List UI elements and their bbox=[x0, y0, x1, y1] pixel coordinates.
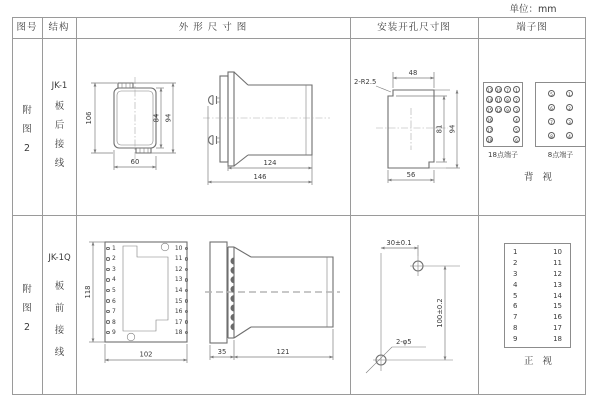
svg-text:48: 48 bbox=[408, 69, 418, 77]
terminal-number: 11 bbox=[496, 98, 502, 103]
svg-text:2-R2.5: 2-R2.5 bbox=[354, 78, 377, 86]
terminal-dot-icon bbox=[185, 289, 189, 293]
terminal-entry: 7 bbox=[106, 306, 116, 317]
svg-text:35: 35 bbox=[217, 348, 227, 356]
svg-text:146: 146 bbox=[253, 173, 267, 181]
terminal-list-right bbox=[553, 248, 562, 343]
svg-text:121: 121 bbox=[276, 348, 290, 356]
terminal-dot-icon bbox=[106, 289, 110, 293]
terminal-dot-icon bbox=[185, 310, 189, 314]
figure-char: 附 bbox=[22, 284, 32, 295]
svg-text:56: 56 bbox=[406, 171, 416, 179]
terminal-number: 5 bbox=[513, 291, 518, 300]
terminal-dot-icon bbox=[106, 268, 110, 272]
terminal-entry: 2 bbox=[106, 254, 116, 265]
row1-structure-label bbox=[43, 97, 76, 173]
terminal-number: 12 bbox=[496, 108, 502, 113]
header-terminal: 端子图 bbox=[516, 22, 548, 33]
terminal-list-left bbox=[513, 248, 517, 343]
terminal-number: 1 bbox=[566, 90, 573, 97]
terminal-number: 10 bbox=[496, 88, 502, 93]
dim-121 bbox=[234, 329, 333, 360]
terminal-number: 4 bbox=[566, 132, 573, 139]
svg-text:94: 94 bbox=[164, 113, 173, 123]
terminal-dot-icon bbox=[106, 331, 110, 335]
row1-side-view-drawing bbox=[200, 60, 345, 200]
terminal-number: 8 bbox=[548, 132, 555, 139]
dim-100 bbox=[436, 266, 445, 360]
terminal-number: 16 bbox=[553, 313, 562, 322]
terminal-list-box bbox=[504, 243, 571, 348]
terminal-number: 9 bbox=[504, 106, 511, 113]
structure-char: 接 bbox=[54, 139, 65, 150]
terminal-number: 2 bbox=[513, 258, 518, 267]
terminal-block-8 bbox=[535, 82, 586, 147]
structure-char: 板 bbox=[54, 101, 65, 112]
relay-side-outline bbox=[203, 72, 330, 166]
dim-30 bbox=[381, 239, 418, 256]
row1-view-label: 背视 bbox=[523, 172, 561, 183]
relay-side-outline-q bbox=[205, 242, 340, 343]
row1-figure-number bbox=[12, 101, 42, 158]
terminal-entry: 3 bbox=[106, 264, 116, 275]
terminal-dot-icon bbox=[185, 257, 189, 261]
header-structure: 结构 bbox=[48, 22, 70, 33]
terminal-number: 4 bbox=[513, 280, 518, 289]
terminal-dot-icon bbox=[185, 320, 189, 324]
structure-char: 线 bbox=[54, 347, 65, 358]
terminal-dot-icon bbox=[106, 310, 110, 314]
terminal-stud bbox=[209, 136, 221, 145]
row2-model: JK-1Q bbox=[48, 253, 71, 263]
dim-94 bbox=[446, 90, 460, 168]
svg-text:2-φ5: 2-φ5 bbox=[396, 338, 412, 346]
svg-text:106: 106 bbox=[85, 111, 93, 125]
column-divider bbox=[478, 17, 479, 395]
terminal-number: 15 bbox=[553, 302, 562, 311]
svg-text:94: 94 bbox=[448, 124, 457, 134]
svg-text:84: 84 bbox=[152, 113, 161, 123]
terminal-number: 10 bbox=[553, 248, 562, 256]
terminal-number: 12 bbox=[553, 269, 562, 278]
terminal-entry: 8 bbox=[106, 317, 116, 328]
terminal-entry: 13 bbox=[166, 275, 188, 286]
dim-81 bbox=[396, 96, 447, 162]
figure-char: 图 bbox=[22, 124, 32, 135]
terminal-entry: 4 bbox=[106, 275, 116, 286]
header-divider bbox=[12, 38, 586, 39]
structure-char: 接 bbox=[54, 325, 65, 336]
terminal-dot-icon bbox=[106, 320, 110, 324]
figure-char: 2 bbox=[23, 322, 31, 333]
terminal-number: 4 bbox=[513, 116, 520, 123]
terminal-number: 6 bbox=[513, 302, 518, 311]
terminal-number: 7 bbox=[504, 86, 511, 93]
terminal-dot-icon bbox=[185, 278, 189, 282]
terminal-number: 16 bbox=[487, 118, 493, 123]
header-install: 安装开孔尺寸图 bbox=[377, 22, 451, 33]
terminal-entry: 18 bbox=[166, 327, 188, 338]
row1-install-drawing bbox=[352, 58, 476, 208]
terminal-number: 7 bbox=[548, 118, 555, 125]
terminal-entry: 5 bbox=[106, 285, 116, 296]
terminal-number: 18 bbox=[487, 138, 493, 143]
terminal-number: 15 bbox=[487, 108, 493, 113]
row2-structure-label bbox=[43, 276, 76, 364]
terminal-number: 7 bbox=[513, 313, 518, 322]
row2-side-view-drawing bbox=[205, 235, 345, 375]
terminal-number: 18 bbox=[553, 335, 562, 343]
terminal-dot-icon bbox=[106, 257, 110, 261]
row1-model: JK-1 bbox=[51, 81, 68, 91]
row-divider bbox=[12, 215, 586, 216]
structure-char: 板 bbox=[54, 281, 65, 292]
figure-char: 图 bbox=[22, 303, 32, 314]
svg-text:102: 102 bbox=[139, 350, 153, 359]
terminal-number: 11 bbox=[553, 258, 562, 267]
column-divider bbox=[350, 17, 351, 395]
terminal-dot-icon bbox=[185, 268, 189, 272]
terminal-entry: 12 bbox=[166, 264, 188, 275]
terminal-block-18 bbox=[483, 82, 523, 147]
terminal-number: 5 bbox=[548, 90, 555, 97]
svg-text:100±0.2: 100±0.2 bbox=[436, 298, 444, 328]
dim-106 bbox=[85, 83, 117, 153]
terminal-dot-icon bbox=[106, 278, 110, 282]
terminal-number: 2 bbox=[513, 96, 520, 103]
terminal-number: 13 bbox=[553, 280, 562, 289]
dim-56 bbox=[388, 170, 434, 183]
terminal-entry: 11 bbox=[166, 254, 188, 265]
terminal-number: 6 bbox=[548, 104, 555, 111]
hole-size-label bbox=[366, 338, 426, 373]
terminal-entry: 15 bbox=[166, 296, 188, 307]
figure-char: 附 bbox=[22, 105, 32, 116]
dim-118 bbox=[84, 242, 105, 342]
row2-install-drawing bbox=[352, 235, 476, 380]
column-divider bbox=[76, 17, 77, 395]
unit-label: 单位：mm bbox=[509, 4, 557, 15]
structure-char: 线 bbox=[54, 158, 65, 169]
terminal-dot-icon bbox=[106, 299, 110, 303]
dim-102 bbox=[105, 344, 187, 363]
terminal-entry: 9 bbox=[106, 327, 116, 338]
terminal-number: 5 bbox=[513, 126, 520, 133]
terminal18-label: 18点端子 bbox=[488, 151, 518, 159]
structure-char: 前 bbox=[54, 303, 65, 314]
front-terminals-left bbox=[106, 243, 116, 338]
svg-text:118: 118 bbox=[84, 285, 92, 299]
terminal-dot-icon bbox=[185, 247, 189, 251]
terminal-number: 14 bbox=[487, 98, 493, 103]
dim-124 bbox=[228, 155, 312, 171]
terminal-number: 8 bbox=[513, 324, 518, 333]
terminal-entry: 6 bbox=[106, 296, 116, 307]
row2-view-label: 正视 bbox=[523, 356, 561, 367]
terminal-number: 1 bbox=[513, 248, 518, 256]
terminal8-label: 8点端子 bbox=[547, 151, 574, 159]
terminal-number: 6 bbox=[513, 136, 520, 143]
structure-char: 后 bbox=[54, 120, 65, 131]
terminal-number: 8 bbox=[504, 96, 511, 103]
header-outline: 外 形 尺 寸 图 bbox=[178, 22, 248, 33]
header-fig-no: 图号 bbox=[16, 22, 38, 33]
terminal-number: 13 bbox=[487, 88, 493, 93]
terminal-dot-icon bbox=[106, 247, 110, 251]
terminal-entry: 14 bbox=[166, 285, 188, 296]
terminal-number: 17 bbox=[553, 324, 562, 333]
svg-text:81: 81 bbox=[435, 124, 444, 134]
svg-text:30±0.1: 30±0.1 bbox=[386, 239, 412, 247]
row1-front-view-drawing bbox=[80, 60, 215, 200]
dim-84 bbox=[153, 88, 165, 148]
terminal-dot-icon bbox=[185, 331, 189, 335]
terminal-number: 14 bbox=[553, 291, 562, 300]
terminal-number: 1 bbox=[513, 86, 520, 93]
terminal-entry: 16 bbox=[166, 306, 188, 317]
dim-35 bbox=[210, 345, 234, 360]
svg-text:60: 60 bbox=[130, 158, 140, 166]
terminal-dot-icon bbox=[185, 299, 189, 303]
terminal-number: 9 bbox=[513, 335, 518, 343]
terminal-number: 3 bbox=[566, 118, 573, 125]
terminal-entry: 10 bbox=[166, 243, 188, 254]
terminal-stud bbox=[209, 96, 221, 105]
notch-label bbox=[354, 78, 391, 92]
terminal-number: 17 bbox=[487, 128, 493, 133]
dim-48 bbox=[393, 69, 434, 88]
figure-char: 2 bbox=[23, 143, 31, 154]
front-terminals-right bbox=[166, 243, 188, 338]
terminal-entry: 17 bbox=[166, 317, 188, 328]
relay-front-outline bbox=[114, 77, 156, 159]
terminal-number: 2 bbox=[566, 104, 573, 111]
row2-figure-number bbox=[12, 280, 42, 337]
svg-text:124: 124 bbox=[263, 159, 277, 167]
terminal-entry: 1 bbox=[106, 243, 116, 254]
terminal-number: 3 bbox=[513, 106, 520, 113]
terminal-number: 3 bbox=[513, 269, 518, 278]
